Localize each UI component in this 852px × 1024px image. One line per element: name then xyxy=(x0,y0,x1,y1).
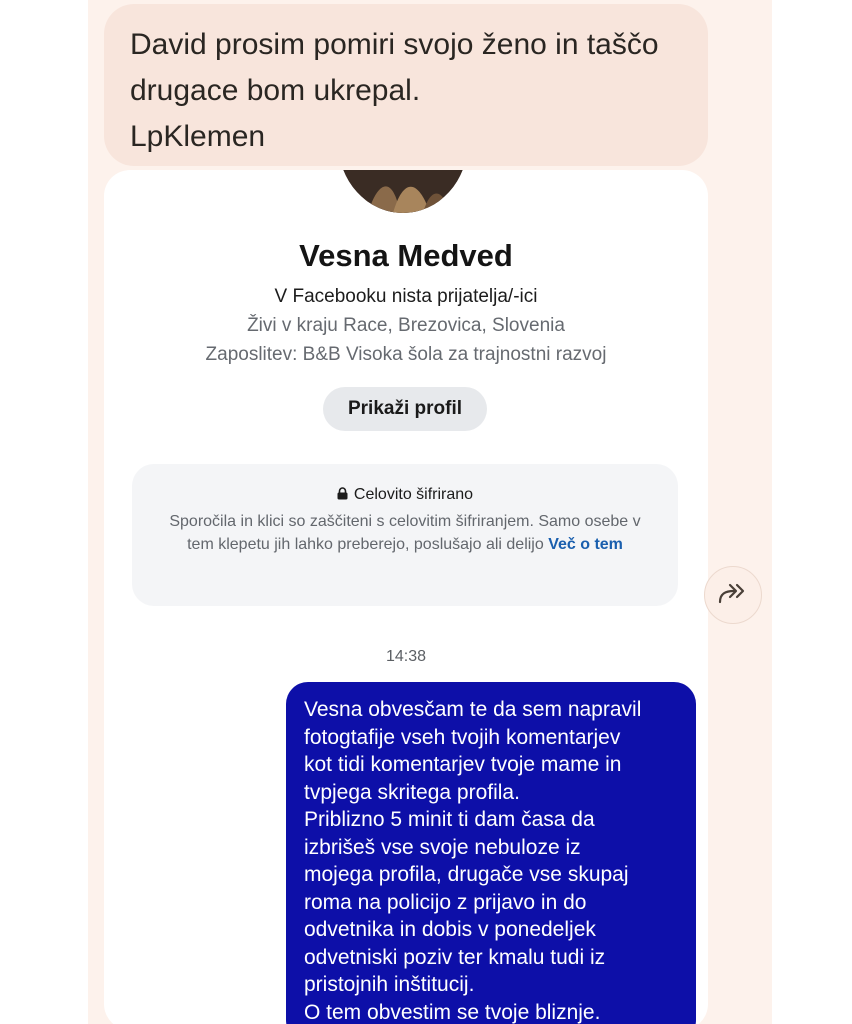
profile-card xyxy=(104,170,708,1024)
profile-name: Vesna Medved xyxy=(299,238,513,273)
encryption-title: Celovito šifrirano xyxy=(353,486,474,503)
lock-icon xyxy=(337,487,348,505)
received-message-text: David prosim pomiri svojo ženo in taščo drugace bom ukrepal. LpKlemen xyxy=(130,28,659,153)
sent-message-text: Vesna obvesčam te da sem napravil fotogtafije vseh tvojih komentarjev kot tidi komentarjev tvoje mame in tvpjega skritega profila. Priblizno 5 minit ti dam časa da izbrišeš vse svoje nebuloze iz mojega profila, drugače vse skupaj roma na policijo z prijavo in do odvetnika in dobis v ponedeljek odvetniski poziv ter kmalu tudi iz pristojnih inštitucij. O tem obvestim se tvoje bliznje. xyxy=(304,698,642,1024)
encryption-title-row xyxy=(132,486,678,505)
message-timestamp: 14:38 xyxy=(385,648,427,665)
learn-more-link[interactable]: Več o tem xyxy=(548,536,623,553)
profile-work: Zaposlitev: B&B Visoka šola za trajnostni razvoj xyxy=(205,344,607,365)
forward-button[interactable] xyxy=(704,566,762,624)
friendship-status: V Facebooku nista prijatelja/-ici xyxy=(274,286,538,307)
received-message-bubble[interactable] xyxy=(104,4,708,166)
avatar[interactable] xyxy=(338,170,468,213)
view-profile-button[interactable]: Prikaži profil xyxy=(323,387,487,431)
forward-icon xyxy=(718,582,748,609)
avatar-photo xyxy=(338,170,468,213)
encryption-text: Sporočila in klici so zaščiteni s celovitim šifriranjem. Samo osebe v tem klepetu jih lahko preberejo, poslušajo ali delijo xyxy=(169,513,641,553)
sent-message-bubble[interactable] xyxy=(286,682,696,1024)
encryption-body xyxy=(156,510,654,556)
encryption-notice xyxy=(132,464,678,606)
profile-location: Živi v kraju Race, Brezovica, Slovenia xyxy=(247,315,565,336)
